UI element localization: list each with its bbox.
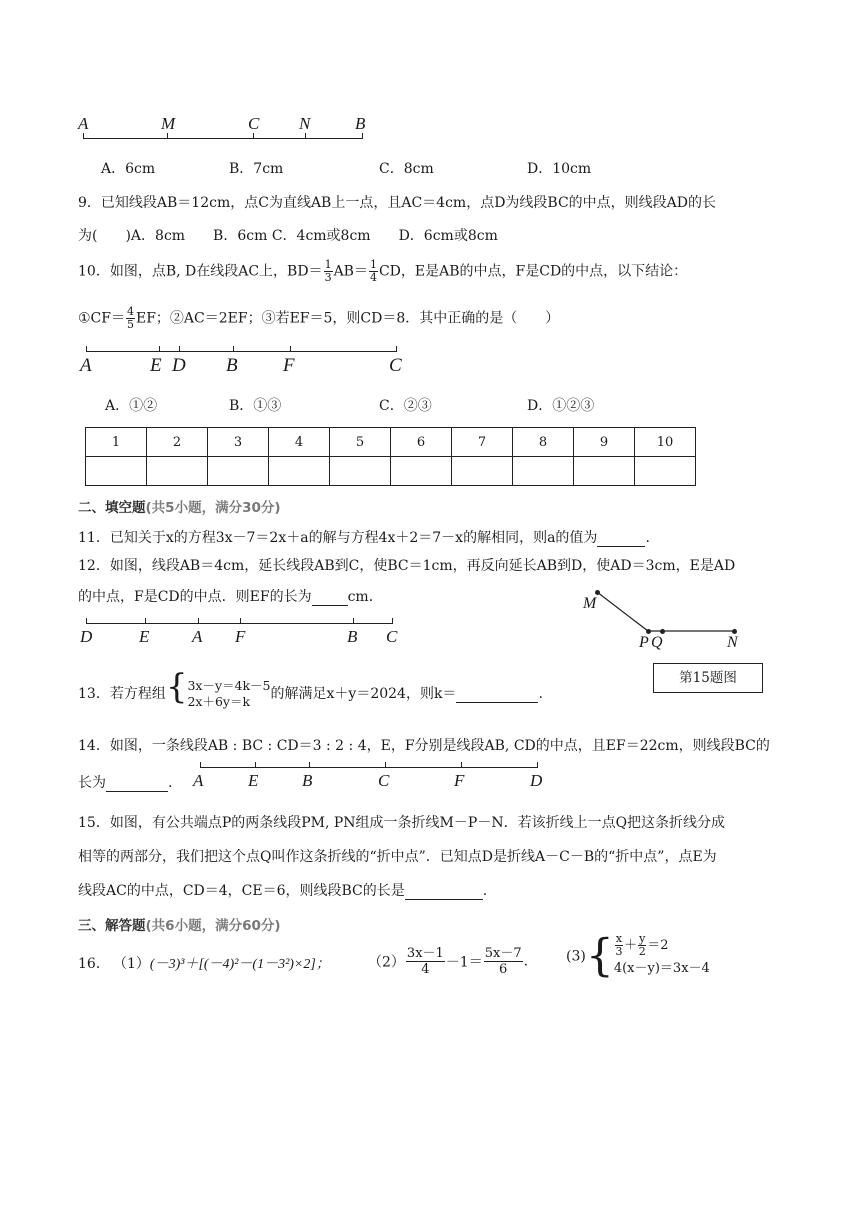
point-label-n: N <box>299 114 311 133</box>
tick <box>461 762 462 768</box>
answer-cell[interactable] <box>513 457 574 486</box>
q15-line2: 相等的两部分，我们把这个点Q叫作这条折线的“折中点”．已知点D是折线A－C－B的“折中点”，点E为 <box>78 849 717 865</box>
tick <box>167 133 168 139</box>
answer-table-header: 10 <box>635 428 696 457</box>
tick <box>290 346 291 352</box>
point-label-m: M <box>161 114 176 133</box>
fraction: $\frac{x}{3}$ <box>615 932 623 958</box>
answer-blank[interactable] <box>597 530 645 547</box>
answer-cell[interactable] <box>452 457 513 486</box>
answer-blank[interactable] <box>405 883 483 900</box>
answer-cell[interactable] <box>391 457 452 486</box>
answer-table-header: 3 <box>208 428 269 457</box>
q16-label: 16． <box>78 956 110 972</box>
tick <box>86 346 87 352</box>
point-label-e: E <box>248 771 259 790</box>
q10-option-d: D．①②③ <box>527 398 595 414</box>
point-label-m: M <box>583 595 597 612</box>
q15-line1: 15．如图，有公共端点P的两条线段PM, PN组成一条折线M－P－N．若该折线上一点Q把这条折线分成 <box>78 815 726 831</box>
q11: 11．已知关于x的方程3x－7＝2x＋a的解与方程4x＋2＝7－x的解相同，则a的值为 . <box>78 530 650 546</box>
point-label-c: C <box>378 771 390 790</box>
point-label-c: C <box>386 627 398 646</box>
tick <box>537 762 538 768</box>
point-label-a: A <box>78 114 89 133</box>
q16-part2: （2） $\frac{3x-1}{4}$ －1＝ $\frac{5x-7}{6}$ . <box>368 946 529 977</box>
point-label-e: E <box>139 627 150 646</box>
segment-line <box>86 351 396 352</box>
tick <box>83 133 84 139</box>
point-label-n: N <box>727 634 738 651</box>
tick <box>198 618 199 624</box>
segment-line <box>83 138 363 139</box>
answer-cell[interactable] <box>86 457 147 486</box>
fraction: $\frac{y}{2}$ <box>638 932 646 958</box>
tick <box>305 133 306 139</box>
answer-blank[interactable] <box>106 775 168 792</box>
tick <box>179 346 180 352</box>
tick <box>240 618 241 624</box>
q8-option-d: D．10cm <box>527 161 592 177</box>
tick <box>86 618 87 624</box>
q16-part3: (3){ $\frac{x}{3}$ ＋ $\frac{y}{2}$ ＝2 4(x－y)＝3x－4 <box>566 930 710 982</box>
point-label-c: C <box>389 355 402 376</box>
tick <box>253 133 254 139</box>
tick <box>385 762 386 768</box>
q10-line2: ①CF＝ $\frac{4}{5}$ EF；②AC＝2EF；③若EF＝5，则CD＝8．其中正确的是（ ） <box>78 305 560 331</box>
answer-table-header: 5 <box>330 428 391 457</box>
answer-blank[interactable] <box>312 589 348 606</box>
q16-part1: （1）(－3)³＋[(－4)²－(1－3²)×2]； <box>113 956 330 972</box>
point-label-d: D <box>80 627 93 646</box>
q12-line2: 的中点，F是CD的中点．则EF的长为 cm． <box>78 589 383 605</box>
point-label-f: F <box>235 627 246 646</box>
point-label-b: B <box>226 355 238 376</box>
answer-cell[interactable] <box>330 457 391 486</box>
point-label-f: F <box>283 355 295 376</box>
fraction: $\frac{3x-1}{4}$ <box>406 946 444 977</box>
tick <box>309 762 310 768</box>
segment-line <box>200 767 538 768</box>
fraction: $\frac{4}{5}$ <box>126 305 134 331</box>
q15-line3: 线段AC的中点，CD＝4，CE＝6，则线段BC的长是 . <box>78 883 488 899</box>
answer-table-header: 9 <box>574 428 635 457</box>
answer-table-header: 2 <box>147 428 208 457</box>
tick <box>233 346 234 352</box>
brace: { <box>585 930 614 982</box>
tick <box>353 618 354 624</box>
answer-cell[interactable] <box>208 457 269 486</box>
tick <box>255 762 256 768</box>
answer-table-header: 4 <box>269 428 330 457</box>
brace: { <box>165 667 188 707</box>
point-label-b: B <box>302 771 313 790</box>
point-label-b: B <box>355 114 366 133</box>
tick <box>145 618 146 624</box>
point-label-a: A <box>80 355 92 376</box>
q8-option-c: C．8cm <box>379 161 434 177</box>
fraction: $\frac{1}{3}$ <box>324 258 332 284</box>
answer-cell[interactable] <box>269 457 330 486</box>
answer-table-header: 1 <box>86 428 147 457</box>
fraction: $\frac{5x-7}{6}$ <box>484 946 522 977</box>
point-label-b: B <box>347 627 358 646</box>
point-label-q: Q <box>651 634 663 651</box>
tick <box>362 133 363 139</box>
answer-cell[interactable] <box>147 457 208 486</box>
answer-table-header: 6 <box>391 428 452 457</box>
answer-table-header: 7 <box>452 428 513 457</box>
answer-cell[interactable] <box>635 457 696 486</box>
q10-line1: 10．如图，点B, D在线段AC上，BD＝ $\frac{1}{3}$ AB＝ $\frac{1}{4}$ CD，E是AB的中点，F是CD的中点，以下结论： <box>78 258 688 284</box>
point-label-f: F <box>454 771 465 790</box>
equation-system: $\frac{x}{3}$ ＋ $\frac{y}{2}$ ＝2 4(x－y)＝3x－4 <box>613 932 710 976</box>
answer-cell[interactable] <box>574 457 635 486</box>
point-label-a: A <box>193 771 204 790</box>
answer-table-header-row <box>86 428 696 457</box>
tick <box>159 346 160 352</box>
q9-line1: 9．已知线段AB＝12cm，点C为直线AB上一点，且AC＝4cm，点D为线段BC的中点，则线段AD的长 <box>78 195 717 211</box>
answer-table <box>85 427 696 486</box>
q12-line1: 12．如图，线段AB＝4cm，延长线段AB到C，使BC＝1cm，再反向延长AB到D，使AD＝3cm，E是AD <box>78 558 736 574</box>
section-heading-solutions: 三、解答题(共6小题，满分60分) <box>78 918 281 934</box>
q10-option-b: B．①③ <box>229 398 282 414</box>
q10-option-c: C．②③ <box>379 398 432 414</box>
tick <box>200 762 201 768</box>
point-label-d: D <box>172 355 186 376</box>
tick <box>392 618 393 624</box>
point-label-e: E <box>150 355 162 376</box>
q8-option-a: A．6cm <box>101 161 156 177</box>
answer-table-input-row <box>86 457 696 486</box>
q10-option-a: A．①② <box>105 398 158 414</box>
answer-table-header: 8 <box>513 428 574 457</box>
point-label-a: A <box>192 627 203 646</box>
answer-blank[interactable] <box>456 686 538 703</box>
section-heading-fill-in: 二、填空题(共5小题，满分30分) <box>78 500 281 516</box>
point-label-d: D <box>530 771 543 790</box>
q8-option-b: B．7cm <box>229 161 284 177</box>
fraction: $\frac{1}{4}$ <box>369 258 377 284</box>
q14-line1: 14．如图，一条线段AB : BC : CD＝3 : 2 : 4，E，F分别是线段AB, CD的中点，且EF＝22cm，则线段BC的 <box>78 738 770 754</box>
equation-system: 3x－y＝4k－5 2x＋6y＝k <box>187 678 271 709</box>
point-label-p: P <box>639 634 649 651</box>
fig15-caption: 第15题图 <box>653 663 763 693</box>
q13: 13．若方程组{ 3x－y＝4k－5 2x＋6y＝k 的解满足x＋y＝2024，则k＝ . <box>78 667 543 709</box>
q14-line2: 长为 . <box>78 775 173 791</box>
point-label-c: C <box>248 114 260 133</box>
tick <box>396 346 397 352</box>
q9-line2: 为( )A．8cm B．6cm C．4cm或8cm D．6cm或8cm <box>78 228 498 244</box>
